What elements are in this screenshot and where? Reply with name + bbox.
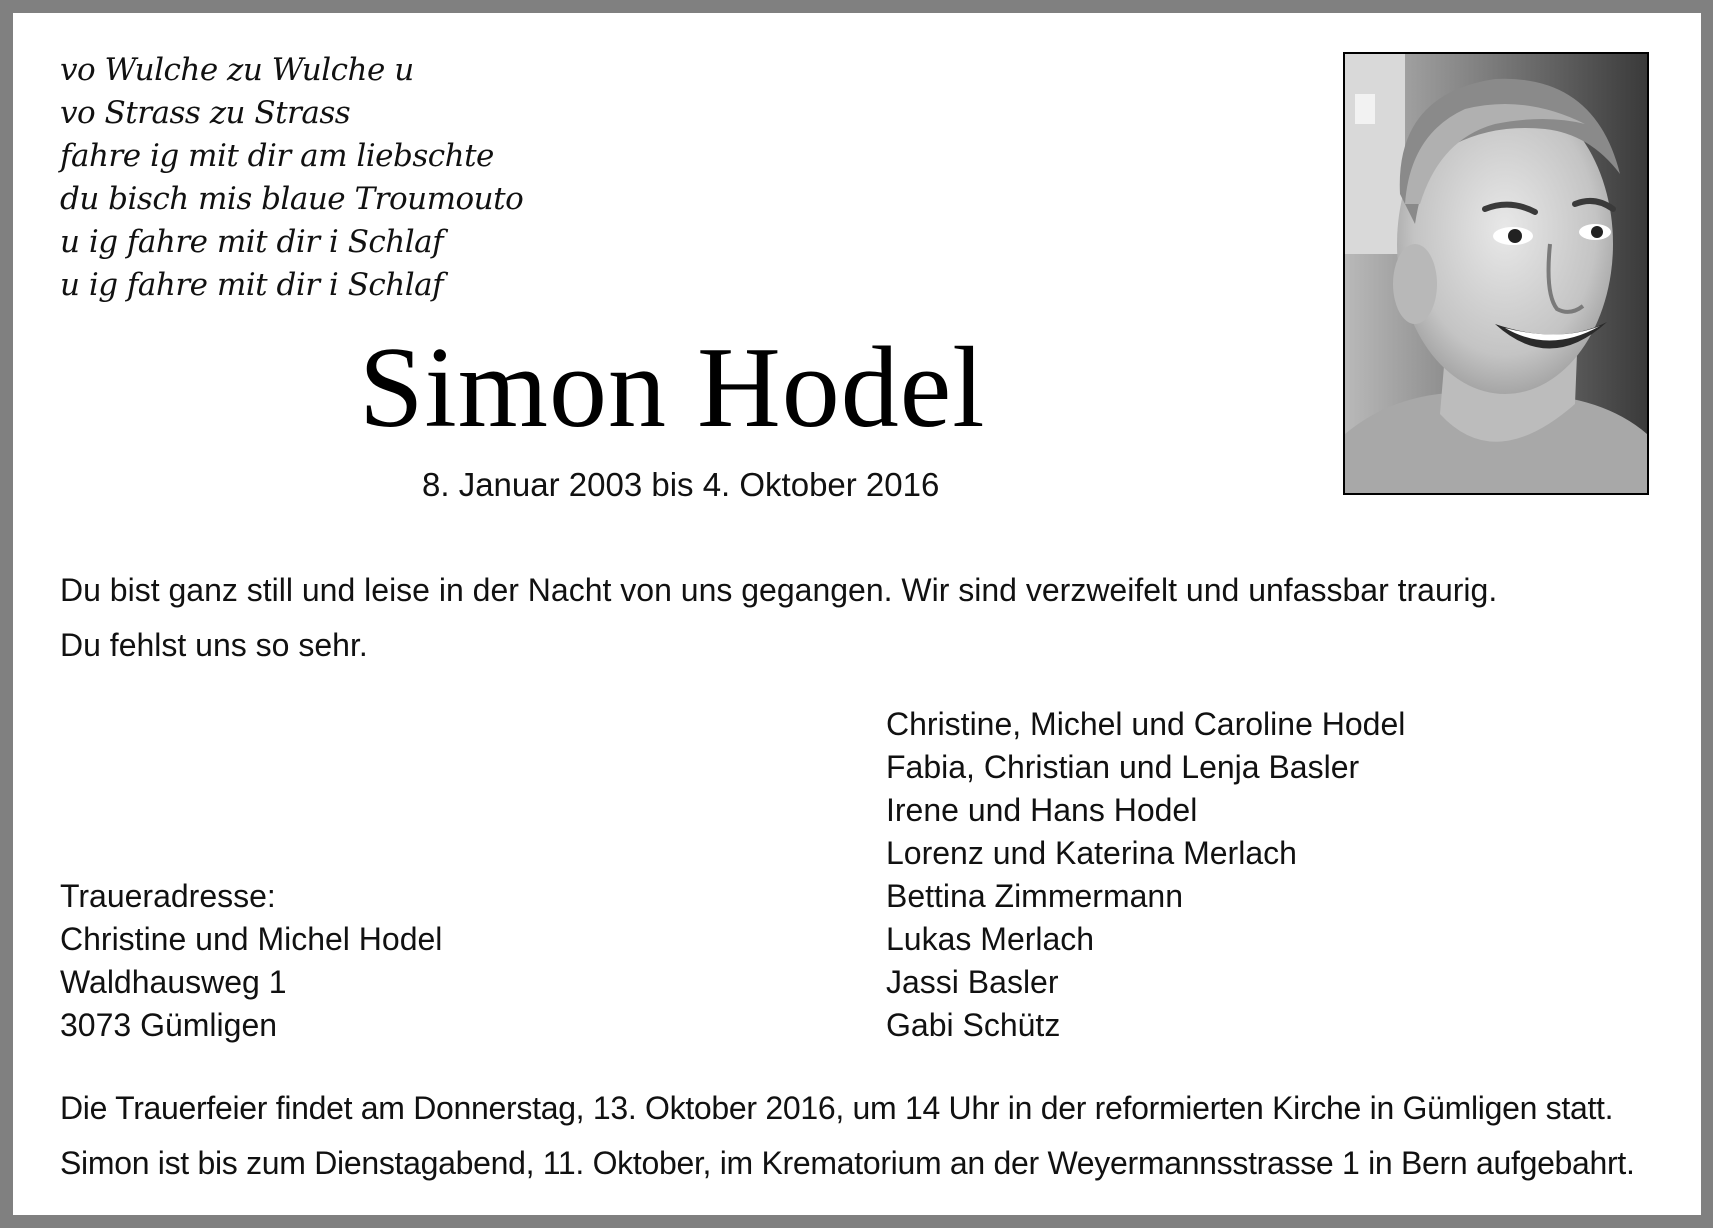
family-member: Fabia, Christian und Lenja Basler <box>886 749 1360 785</box>
address-line: Waldhausweg 1 <box>60 964 287 1000</box>
family-list <box>886 703 1405 1047</box>
family-member: Christine, Michel und Caroline Hodel <box>886 706 1406 742</box>
life-dates: 8. Januar 2003 bis 4. Oktober 2016 <box>422 466 940 503</box>
portrait-illustration <box>1345 54 1647 493</box>
family-member: Lorenz und Katerina Merlach <box>886 835 1297 871</box>
poem-line: du bisch mis blaue Troumouto <box>60 181 524 217</box>
family-member: Bettina Zimmermann <box>886 878 1183 914</box>
address-label: Traueradresse: <box>60 878 276 914</box>
poem-line: vo Wulche zu Wulche u <box>60 52 414 88</box>
deceased-name: Simon Hodel <box>359 324 986 452</box>
poem-line: u ig fahre mit dir i Schlaf <box>60 224 444 260</box>
obituary-page <box>13 13 1701 1215</box>
address-line: Christine und Michel Hodel <box>60 921 443 957</box>
poem-line: u ig fahre mit dir i Schlaf <box>60 267 444 303</box>
message <box>60 563 1497 673</box>
family-member: Gabi Schütz <box>886 1007 1061 1043</box>
family-member: Irene und Hans Hodel <box>886 792 1198 828</box>
service-line: Die Trauerfeier findet am Donnerstag, 13. Oktober 2016, um 14 Uhr in der reformierten Kirche in Gümligen statt. <box>60 1090 1614 1126</box>
message-line: Du fehlst uns so sehr. <box>60 627 368 663</box>
message-line: Du bist ganz still und leise in der Nacht von uns gegangen. Wir sind verzweifelt und unfassbar traurig. <box>60 572 1498 608</box>
poem-line: fahre ig mit dir am liebschte <box>60 138 494 174</box>
poem-line: vo Strass zu Strass <box>60 95 351 131</box>
family-member: Lukas Merlach <box>886 921 1095 957</box>
mourning-address <box>60 875 442 1047</box>
address-line: 3073 Gümligen <box>60 1007 278 1043</box>
portrait-photo <box>1343 52 1649 495</box>
family-member: Jassi Basler <box>886 964 1059 1000</box>
service-line: Simon ist bis zum Dienstagabend, 11. Oktober, im Krematorium an der Weyermannsstrasse 1 in Bern aufgebahrt. <box>60 1145 1635 1181</box>
poem <box>60 49 523 307</box>
service-info <box>60 1081 1635 1191</box>
